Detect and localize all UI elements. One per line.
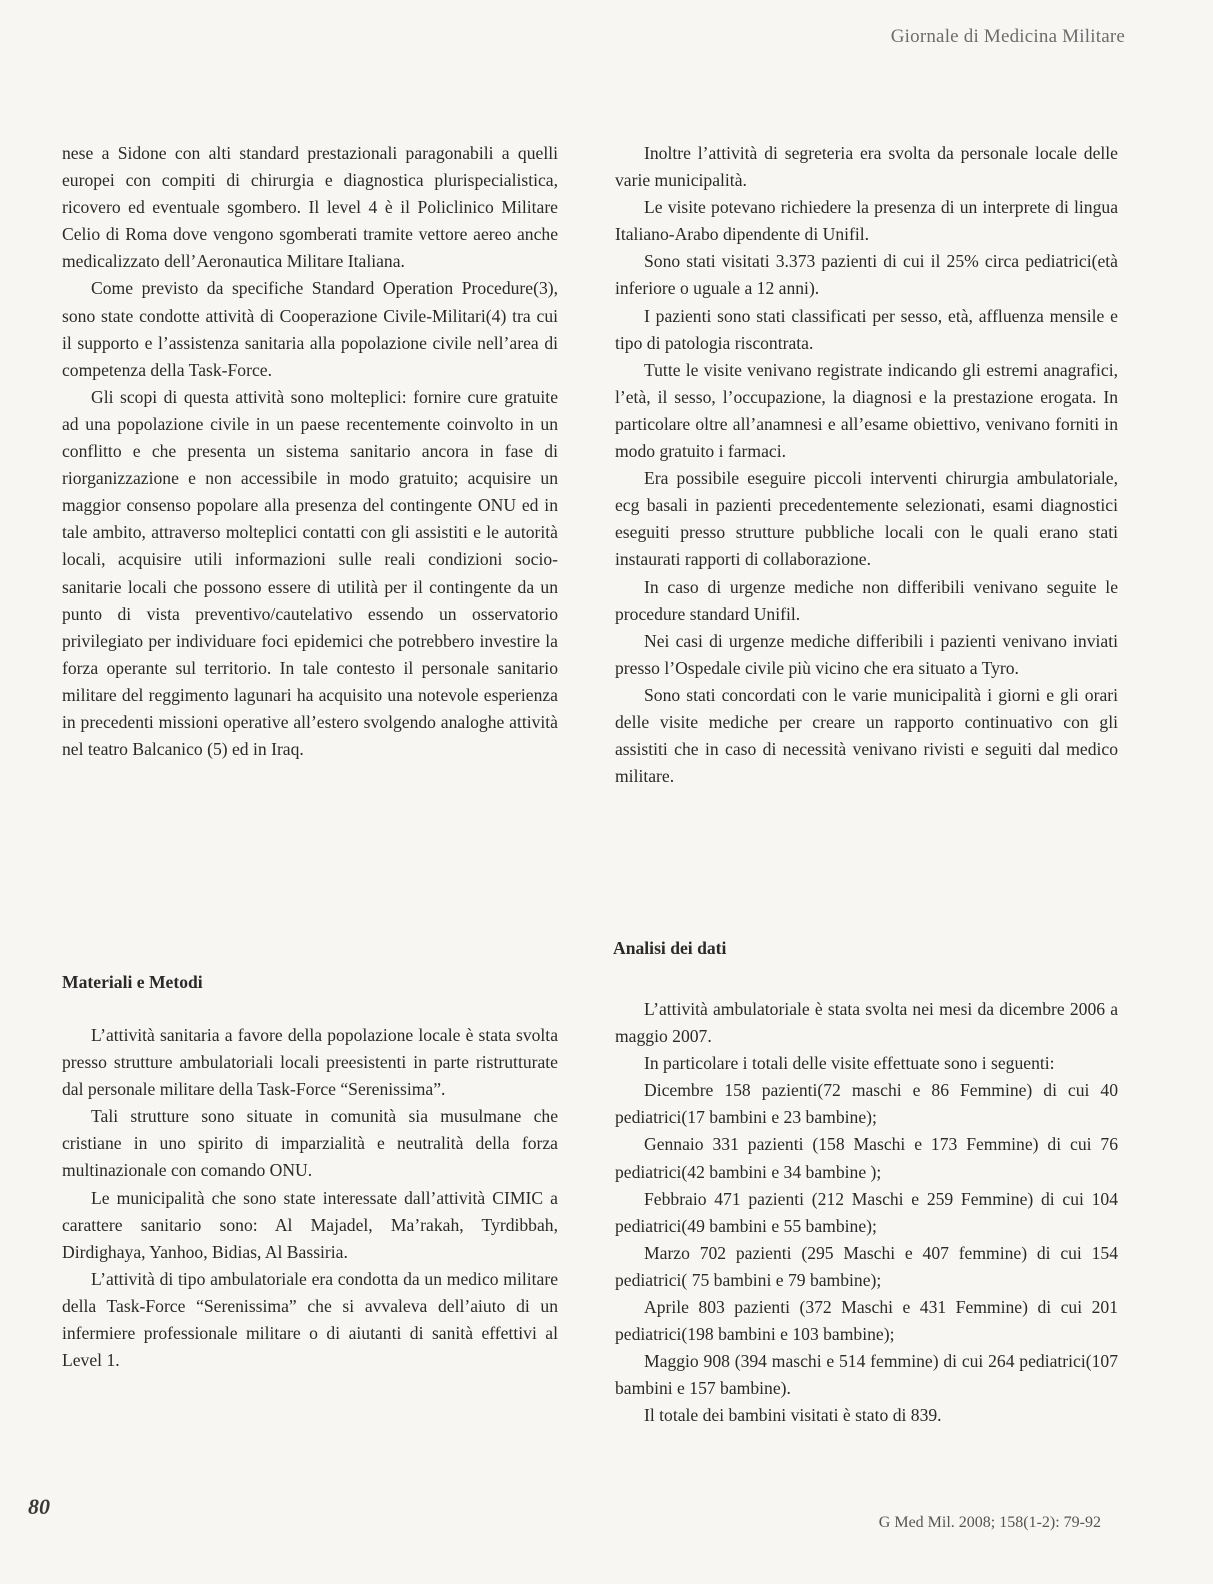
paragraph: Gennaio 331 pazienti (158 Maschi e 173 Femmine) di cui 76 pediatrici(42 bambini e 34 bambine ); (615, 1134, 1118, 1182)
paragraph: Inoltre l’attività di segreteria era svolta da personale locale delle varie municipalità. (615, 143, 1118, 191)
paragraph: L’attività di tipo ambulatoriale era condotta da un medico militare della Task-Force “Serenissima” che si avvaleva dell’aiuto di un infermiere professionale militare o di aiutanti di sanità effettivi al Level 1. (62, 1268, 558, 1371)
paragraph: Nei casi di urgenze mediche differibili i pazienti venivano inviati presso l’Ospedale civile più vicino che era situato a Tyro. (615, 630, 1118, 678)
paragraph: Il totale dei bambini visitati è stato di 839. (644, 1405, 942, 1426)
running-header: Giornale di Medicina Militare (890, 26, 1125, 47)
paragraph: Febbraio 471 pazienti (212 Maschi e 259 Femmine) di cui 104 pediatrici(49 bambini e 55 bambine); (615, 1188, 1118, 1236)
paragraph: I pazienti sono stati classificati per sesso, età, affluenza mensile e tipo di patologia riscontrata. (615, 305, 1118, 353)
page-number: 80 (28, 1494, 50, 1519)
paragraph: L’attività ambulatoriale è stata svolta nei mesi da dicembre 2006 a maggio 2007. (615, 999, 1118, 1047)
paragraph: Dicembre 158 pazienti(72 maschi e 86 Femmine) di cui 40 pediatrici(17 bambini e 23 bambine); (615, 1080, 1118, 1128)
paragraph: In particolare i totali delle visite effettuate sono i seguenti: (644, 1053, 1055, 1074)
paragraph: Marzo 702 pazienti (295 Maschi e 407 femmine) di cui 154 pediatrici( 75 bambini e 79 bambine); (615, 1242, 1118, 1290)
right-column (615, 140, 1118, 790)
paragraph: Maggio 908 (394 maschi e 514 femmine) di cui 264 pediatrici(107 bambini e 157 bambine). (615, 1351, 1118, 1399)
paragraph: Gli scopi di questa attività sono molteplici: fornire cure gratuite ad una popolazione civile in un paese recentemente coinvolto in un conflitto e che presenta un sistema sanitario ancora in fase di riorganizzazione e non accessibile in modo gratuito; acquisire un maggior consenso popolare alla presenza del contingente ONU ed in tale ambito, attraverso molteplici contatti con gli assistiti e le autorità locali, acquisire utili informazioni sulle reali condizioni socio-sanitarie locali che possono essere di utilità per il contingente da un punto di vista preventivo/cautelativo essendo un osservatorio privilegiato per individuare foci epidemici che potrebbero investire la forza operante sul territorio. In tale contesto il personale sanitario militare del reggimento lagunari ha acquisito una notevole esperienza in precedenti missioni operative all’estero svolgendo analoghe attività nel teatro Balcanico (5) ed in Iraq. (62, 386, 558, 760)
paragraph: In caso di urgenze mediche non differibili venivano seguite le procedure standard Unifil. (615, 576, 1118, 624)
left-column (62, 140, 558, 763)
paragraph: Tali strutture sono situate in comunità sia musulmane che cristiane in uno spirito di imparzialità e neutralità della forza multinazionale con comando ONU. (62, 1106, 558, 1181)
analysis-section (615, 996, 1118, 1430)
paragraph: Le municipalità che sono state interessate dall’attività CIMIC a carattere sanitario sono: Al Majadel, Ma’rakah, Tyrdibbah, Dirdighaya, Yanhoo, Bidias, Al Bassiria. (62, 1187, 558, 1262)
paragraph: Sono stati visitati 3.373 pazienti di cui il 25% circa pediatrici(età inferiore o uguale a 12 anni). (615, 251, 1118, 299)
paragraph: L’attività sanitaria a favore della popolazione locale è stata svolta presso strutture ambulatoriali locali preesistenti in parte ristrutturate dal personale militare della Task-Force “Serenissima”. (62, 1025, 558, 1100)
section-heading-analysis: Analisi dei dati (613, 938, 727, 958)
paragraph: Come previsto da specifiche Standard Operation Procedure(3), sono state condotte attività di Cooperazione Civile-Militari(4) tra cui il supporto e l’assistenza sanitaria alla popolazione civile nell’area di competenza della Task-Force. (62, 278, 558, 380)
paragraph: Aprile 803 pazienti (372 Maschi e 431 Femmine) di cui 201 pediatrici(198 bambini e 103 bambine); (615, 1297, 1118, 1345)
paragraph: Tutte le visite venivano registrate indicando gli estremi anagrafici, l’età, il sesso, l’occupazione, la diagnosi e la prestazione erogata. In particolare oltre all’anamnesi e all’esame obiettivo, venivano forniti in modo gratuito i farmaci. (615, 359, 1118, 462)
paragraph: Era possibile eseguire piccoli interventi chirurgia ambulatoriale, ecg basali in pazienti precedentemente selezionati, esami diagnostici eseguiti presso strutture pubbliche locali con le quali erano stati instaurati rapporti di collaborazione. (615, 468, 1118, 570)
paragraph: Sono stati concordati con le varie municipalità i giorni e gli orari delle visite mediche per creare un rapporto continuativo con gli assistiti che in caso di necessità venivano rivisti e seguiti dal medico militare. (615, 684, 1118, 787)
section-heading-methods: Materiali e Metodi (62, 972, 203, 992)
journal-citation: G Med Mil. 2008; 158(1-2): 79-92 (878, 1514, 1101, 1531)
paragraph: Le visite potevano richiedere la presenza di un interprete di lingua Italiano-Arabo dipendente di Unifil. (615, 197, 1118, 245)
paragraph: nese a Sidone con alti standard prestazionali paragonabili a quelli europei con compiti di chirurgia e diagnostica plurispecialistica, ricovero ed eventuale sgombero. Il level 4 è il Policlinico Militare Celio di Roma dove vengono sgomberati tramite vettore aereo anche medicalizzato dell’Aeronautica Militare Italiana. (62, 143, 558, 272)
methods-section (62, 1022, 558, 1374)
